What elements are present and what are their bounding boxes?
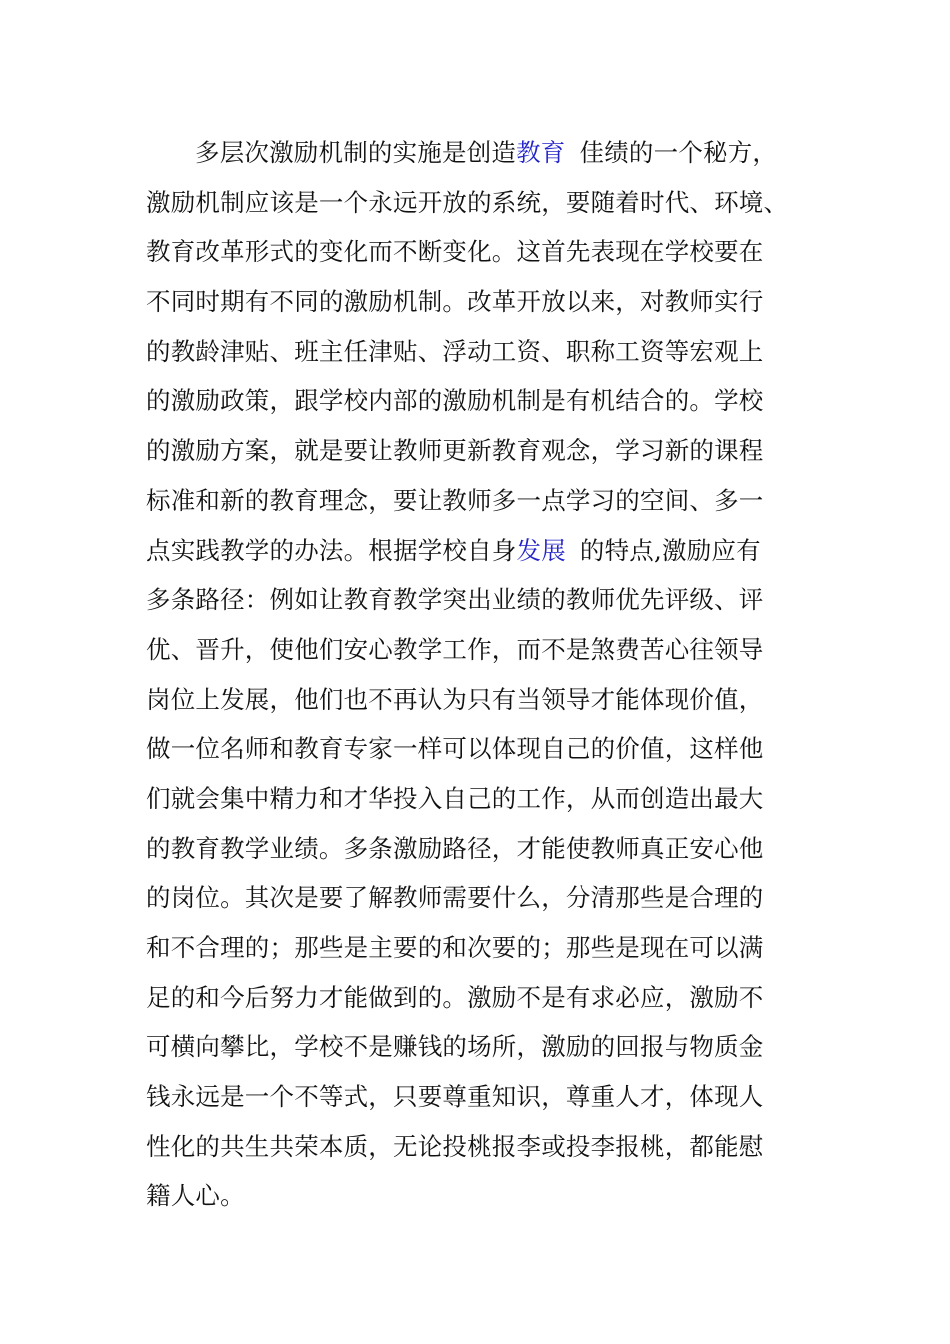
text-segment: 点实践教学的办法。根据学校自身 [146, 535, 517, 565]
text-line: 激励机制应该是一个永远开放的系统，要随着时代、环境、 [146, 187, 789, 217]
paragraph [146, 128, 806, 1221]
text-line: 优、晋升，使他们安心教学工作，而不是煞费苦心往领导 [146, 634, 764, 664]
text-segment: 的特点,激励应有 [579, 535, 761, 565]
text-line: 做一位名师和教育专家一样可以体现自己的价值，这样他 [146, 734, 764, 764]
text-segment: 多层次激励机制的实施是创造 [195, 138, 517, 167]
text-line: 的激励方案，就是要让教师更新教育观念，学习新的课程 [146, 436, 764, 466]
link-education[interactable]: 教育 [516, 138, 566, 167]
text-line [146, 128, 806, 178]
text-line: 标准和新的教育理念，要让教师多一点学习的空间、多一 [146, 485, 764, 515]
text-line: 足的和今后努力才能做到的。激励不是有求必应，激励不 [146, 982, 764, 1012]
text-line: 教育改革形式的变化而不断变化。这首先表现在学校要在 [146, 237, 764, 267]
text-line: 性化的共生共荣本质，无论投桃报李或投李报桃，都能慰 [146, 1131, 764, 1161]
text-line: 的教龄津贴、班主任津贴、浮动工资、职称工资等宏观上 [146, 336, 764, 366]
text-line: 多条路径：例如让教育教学突出业绩的教师优先评级、评 [146, 585, 764, 615]
text-line: 可横向攀比，学校不是赚钱的场所，激励的回报与物质金 [146, 1032, 764, 1062]
text-line: 籍人心。 [146, 1181, 245, 1211]
text-line: 钱永远是一个不等式，只要尊重知识，尊重人才，体现人 [146, 1082, 764, 1112]
text-line: 的岗位。其次是要了解教师需要什么，分清那些是合理的 [146, 883, 764, 913]
text-segment: 佳绩的一个秘方， [579, 138, 778, 167]
text-line: 和不合理的；那些是主要的和次要的；那些是现在可以满 [146, 933, 764, 962]
text-line: 不同时期有不同的激励机制。改革开放以来，对教师实行 [146, 287, 764, 317]
text-line: 们就会集中精力和才华投入自己的工作，从而创造出最大 [146, 783, 764, 813]
text-line: 岗位上发展，他们也不再认为只有当领导才能体现价值， [146, 684, 764, 714]
link-development[interactable]: 发展 [516, 535, 566, 565]
text-line: 的教育教学业绩。多条激励路径，才能使教师真正安心他 [146, 833, 764, 863]
text-line [146, 526, 806, 576]
text-line: 的激励政策，跟学校内部的激励机制是有机结合的。学校 [146, 386, 764, 416]
